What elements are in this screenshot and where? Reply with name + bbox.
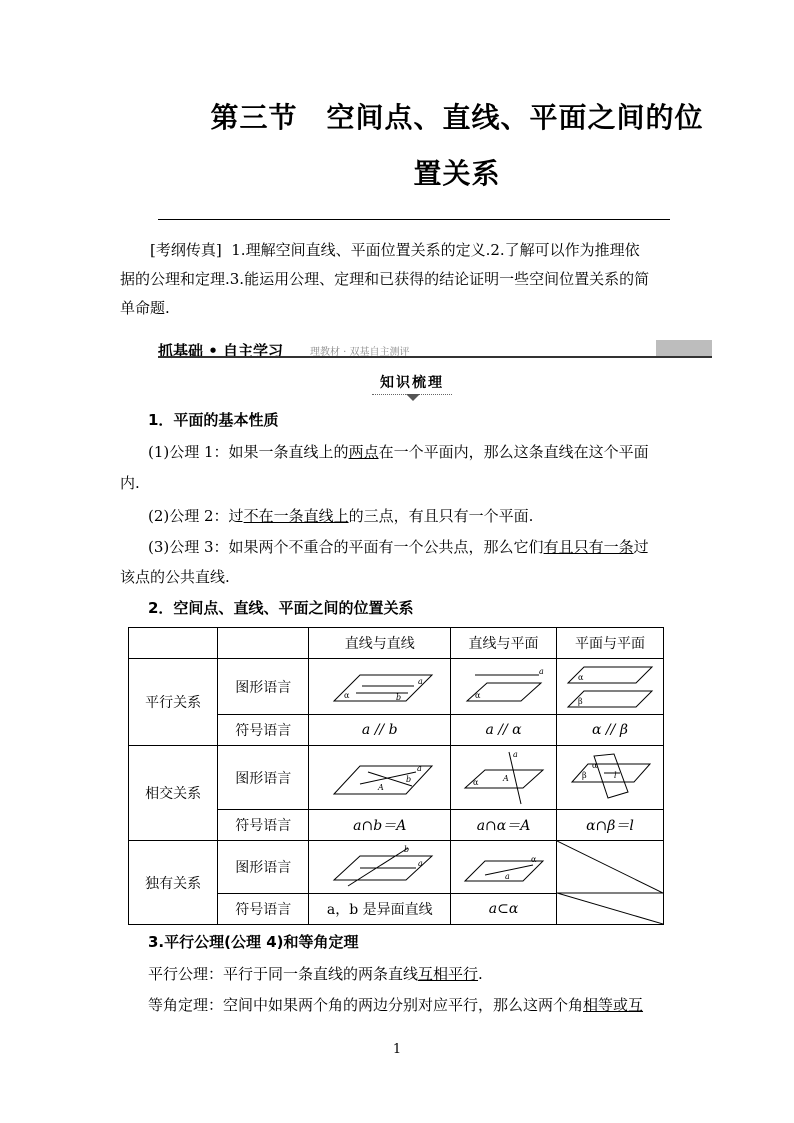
page-title-line2: 置关系 [413, 157, 501, 190]
svg-text:A: A [502, 773, 509, 783]
fig-skew-lines [309, 841, 451, 894]
fig-parallel-line-plane [451, 659, 557, 715]
svg-text:α: α [577, 672, 584, 682]
equal-angle-theorem: 等角定理：空间中如果两个角的两边分别对应平行，那么这两个角相等或互 [148, 996, 644, 1014]
axiom1-cont: 内. [120, 474, 140, 492]
svg-text:a: a [512, 749, 518, 759]
symbol-intersect-line-line: a∩b＝A [309, 810, 451, 841]
banner-subtitle: 理教材 · 双基自主测评 [310, 347, 410, 358]
down-arrow-icon [406, 394, 420, 401]
fig-line-in-plane [451, 841, 557, 894]
symbol-intersect-plane-plane: α∩β＝l [556, 810, 663, 841]
symbol-label: 符号语言 [218, 893, 309, 924]
svg-text:α: α [474, 690, 480, 700]
graph-label: 图形语言 [218, 746, 309, 810]
syllabus-line2: 据的公理和定理.3.能运用公理、定理和已获得的结论证明一些空间位置关系的简 [120, 270, 650, 288]
knowledge-tag: 知识梳理 [372, 372, 452, 392]
s3-heading: 3.平行公理(公理 4)和等角定理 [148, 933, 359, 951]
symbol-line-in-plane: a⊂α [451, 893, 557, 924]
syllabus-line1: [考纲传真] 1.理解空间直线、平面位置关系的定义.2.了解可以作为推理依 [150, 241, 640, 259]
svg-text:β: β [577, 696, 583, 706]
svg-text:b: b [403, 844, 409, 854]
symbol-label: 符号语言 [218, 810, 309, 841]
banner-underline [158, 356, 712, 358]
syllabus-block [120, 236, 678, 323]
syllabus-line3: 单命题. [120, 299, 170, 317]
symbol-label: 符号语言 [218, 715, 309, 746]
fig-intersect-planes [556, 746, 663, 810]
row-label-parallel: 平行关系 [129, 659, 218, 746]
table-row [129, 746, 664, 810]
svg-text:a: a [416, 763, 422, 773]
svg-text:A: A [377, 782, 384, 792]
svg-text:a: a [538, 666, 544, 676]
relation-table [128, 627, 664, 925]
axiom2: (2)公理 2：过不在一条直线上的三点，有且只有一个平面. [148, 507, 534, 525]
page-title-line1: 第三节 空间点、直线、平面之间的位 [210, 101, 704, 134]
fig-parallel-lines [309, 659, 451, 715]
graph-label: 图形语言 [218, 659, 309, 715]
s2-heading: 2．空间点、直线、平面之间的位置关系 [148, 599, 414, 617]
symbol-parallel-line-plane: a // α [451, 715, 557, 746]
graph-label: 图形语言 [218, 841, 309, 894]
symbol-parallel-line-line: a // b [309, 715, 451, 746]
axiom3: (3)公理 3：如果两个不重合的平面有一个公共点，那么它们有且只有一条过 [148, 538, 649, 556]
table-row [129, 659, 664, 715]
title-divider [158, 219, 670, 220]
s1-heading: 1．平面的基本性质 [148, 411, 279, 429]
svg-text:a: a [504, 871, 510, 881]
fig-parallel-planes [556, 659, 663, 715]
banner-title: 抓基础 • 自主学习 [158, 342, 284, 360]
svg-text:α: α [591, 760, 598, 770]
svg-text:α: α [530, 854, 536, 864]
fig-intersect-line-plane [451, 746, 557, 810]
row-label-unique: 独有关系 [129, 841, 218, 925]
parallel-axiom: 平行公理：平行于同一条直线的两条直线互相平行. [148, 965, 483, 983]
header-line-plane: 直线与平面 [451, 628, 557, 659]
syllabus-tag: [考纲传真] [150, 241, 222, 259]
section-banner [158, 340, 712, 360]
svg-text:β: β [581, 770, 587, 780]
svg-text:b: b [405, 774, 411, 784]
svg-text:l: l [613, 770, 617, 780]
axiom3-cont: 该点的公共直线. [120, 568, 230, 586]
table-header-row [129, 628, 664, 659]
fig-intersect-lines [309, 746, 451, 810]
svg-text:a: a [417, 858, 423, 868]
axiom1: (1)公理 1：如果一条直线上的两点在一个平面内，那么这条直线在这个平面 [148, 443, 649, 461]
svg-text:α: α [343, 690, 350, 700]
symbol-skew-lines: a，b 是异面直线 [309, 893, 451, 924]
row-label-intersect: 相交关系 [129, 746, 218, 841]
svg-text:a: a [417, 676, 423, 686]
svg-text:α: α [472, 777, 478, 787]
header-line-line: 直线与直线 [309, 628, 451, 659]
header-plane-plane: 平面与平面 [556, 628, 663, 659]
table-row [129, 841, 664, 894]
symbol-intersect-line-plane: a∩α＝A [451, 810, 557, 841]
page-number: 1 [392, 1042, 402, 1057]
svg-text:b: b [395, 692, 401, 702]
symbol-parallel-plane-plane: α // β [556, 715, 663, 746]
empty-cell-diagonal [556, 841, 663, 925]
